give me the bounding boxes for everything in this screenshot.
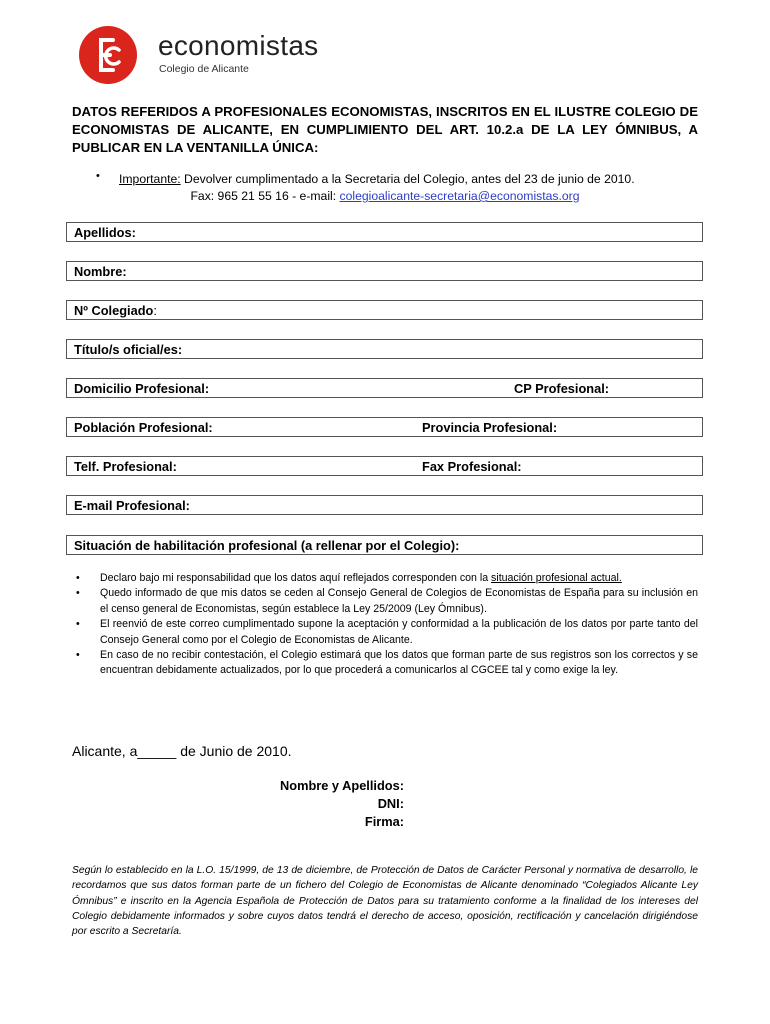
situacion-field[interactable] bbox=[66, 535, 703, 555]
declaration-2-text: Quedo informado de que mis datos se ceden al Consejo General de Colegios de Economistas de España para su inclusión en el censo general de Economistas, según establece la Ley 25/2009 (Ley Ómnibus). bbox=[100, 587, 698, 615]
email-link[interactable]: colegioalicante-secretaria@economistas.org bbox=[339, 189, 580, 203]
colegiado-colon: : bbox=[153, 303, 157, 318]
email-label: E-mail Profesional: bbox=[74, 498, 190, 513]
important-label: Importante: bbox=[119, 172, 181, 186]
document-title: DATOS REFERIDOS A PROFESIONALES ECONOMISTAS, INSCRITOS EN EL ILUSTRE COLEGIO DE ECONOMISTAS DE ALICANTE, EN CUMPLIMIENTO DEL ART. 10.2.a DE LA LEY ÓMNIBUS, A PUBLICAR EN LA VENTANILLA ÚNICA: bbox=[72, 104, 698, 155]
bullet-icon: • bbox=[76, 649, 80, 662]
logo bbox=[79, 26, 339, 86]
titulos-field[interactable] bbox=[66, 339, 703, 359]
fax-text: Fax: 965 21 55 16 - e-mail: bbox=[190, 189, 340, 203]
logo-ec-glyph-icon bbox=[79, 26, 137, 84]
bullet-icon: • bbox=[76, 572, 80, 584]
colegiado-label bbox=[74, 303, 157, 318]
telf-label: Telf. Profesional: bbox=[74, 459, 177, 474]
colegiado-field[interactable] bbox=[66, 300, 703, 320]
telf-field[interactable] bbox=[66, 456, 703, 476]
logo-name: economistas bbox=[158, 30, 319, 61]
logo-mark-icon bbox=[79, 26, 137, 84]
signature-dni-label: DNI: bbox=[377, 796, 404, 811]
important-text: Devolver cumplimentado a la Secretaria del Colegio, antes del 23 de junio de 2010. bbox=[180, 172, 635, 186]
logo-subtitle: Colegio de Alicante bbox=[159, 63, 249, 75]
bullet-icon: • bbox=[76, 618, 80, 631]
poblacion-field[interactable] bbox=[66, 417, 703, 437]
email-field[interactable] bbox=[66, 495, 703, 515]
apellidos-field[interactable] bbox=[66, 222, 703, 242]
place-date: Alicante, a_____ de Junio de 2010. bbox=[72, 743, 292, 759]
fax-label: Fax Profesional: bbox=[422, 459, 522, 474]
provincia-label: Provincia Profesional: bbox=[422, 420, 558, 435]
bullet-icon: • bbox=[76, 587, 80, 600]
situacion-label: Situación de habilitación profesional (a rellenar por el Colegio): bbox=[74, 538, 460, 553]
declaration-1-underline: situación profesional actual. bbox=[491, 572, 622, 584]
list-item bbox=[76, 648, 698, 679]
list-item bbox=[76, 586, 698, 617]
titulos-label: Título/s oficial/es: bbox=[74, 342, 183, 357]
declaration-4-text: En caso de no recibir contestación, el Colegio estimará que los datos que forman parte de sus registros son los correctos y se encuentran debidamente actualizados, por lo que procederá a comunicarlos al CGCEE tal y como exige la ley. bbox=[100, 649, 698, 677]
nombre-label: Nombre: bbox=[74, 264, 127, 279]
important-note bbox=[119, 172, 635, 186]
cp-label: CP Profesional: bbox=[514, 381, 610, 396]
domicilio-label: Domicilio Profesional: bbox=[74, 381, 210, 396]
domicilio-field[interactable] bbox=[66, 378, 703, 398]
declarations-list bbox=[76, 571, 698, 679]
legal-notice: Según lo establecido en la L.O. 15/1999, de 13 de diciembre, de Protección de Datos de Carácter Personal y normativa de desarrollo, le recordamos que sus datos forman parte de un fichero del Colegio de Economistas de Alicante denominado “Colegiados Alicante Ley Ómnibus” e inscrito en la Agencia Española de Protección de Datos para su tratamiento conforme a la finalidad de los intereses del Colegio debidamente informados y sobre cuyos datos tendrá el derecho de acceso, oposición, rectificación y cancelación dirigiéndose por escrito a Secretaría. bbox=[72, 865, 698, 938]
signature-firma-label: Firma: bbox=[364, 814, 404, 829]
nombre-field[interactable] bbox=[66, 261, 703, 281]
contact-line bbox=[0, 189, 770, 203]
list-item bbox=[76, 571, 698, 586]
bullet-icon: • bbox=[96, 170, 100, 182]
apellidos-label: Apellidos: bbox=[74, 225, 136, 240]
declaration-3-text: El reenvió de este correo cumplimentado supone la aceptación y conformidad a la publicación de los datos por parte tanto del Consejo General como por el Colegio de Economistas de Alicante. bbox=[100, 618, 698, 646]
declaration-1-text: Declaro bajo mi responsabilidad que los datos aquí reflejados corresponden con la bbox=[100, 572, 492, 584]
colegiado-label-text: Nº Colegiado bbox=[74, 303, 154, 318]
poblacion-label: Población Profesional: bbox=[74, 420, 213, 435]
signature-name-label: Nombre y Apellidos: bbox=[280, 778, 404, 793]
list-item bbox=[76, 617, 698, 648]
